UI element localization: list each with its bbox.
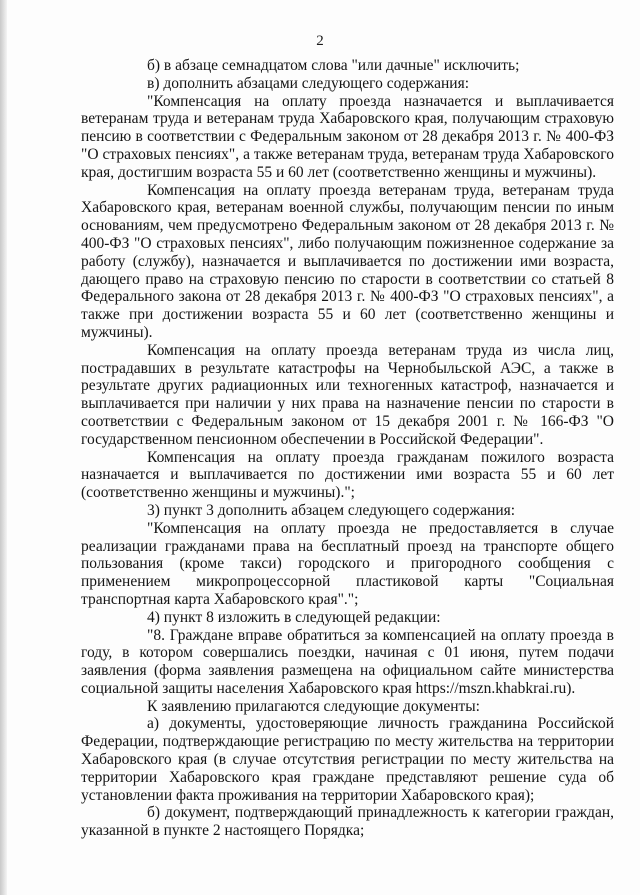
paragraph-compensation-other-pensions: Компенсация на оплату проезда ветеранам труда, ветеранам труда Хабаровского края, ветеранам военной службы, получающим пенсии по иным основаниям, чем предусмотрено Федеральным законом от 28 декабря 2013 г. № 400-ФЗ "О страховых пенсиях", либо получающим пожизненное содержание за работу (службу), назначается и выплачивается по достижении ими возраста, дающего право на страховую пенсию по старости в соответствии со статьей 8 Федерального закона от 28 декабря 2013 г. № 400-ФЗ "О страховых пенсиях", а также при достижении возраста 55 и 60 лет (соответственно женщины и мужчины). [81,181,614,341]
paragraph-item-3: 3) пункт 3 дополнить абзацем следующего содержания: [147,501,516,519]
paragraph-documents-intro: К заявлению прилагаются следующие документы: [147,697,480,715]
scan-edge-shadow [0,0,7,895]
paragraph-compensation-elderly: Компенсация на оплату проезда гражданам пожилого возраста назначается и выплачивается по достижении ими возраста 55 и 60 лет (соответственно женщины и мужчины)."; [81,448,614,502]
document-body [81,57,614,840]
paragraph-item-8: 4) пункт 8 изложить в следующей редакции: [147,608,441,626]
paragraph-b-abzac-17: б) в абзаце семнадцатом слова "или дачные" исключить; [147,57,520,74]
paragraph-v-dopolnit: в) дополнить абзацами следующего содержания: [147,74,470,92]
paragraph-document-a: а) документы, удостоверяющие личность гражданина Российской Федерации, подтверждающие регистрацию по месту жительства на территории Хабаровского края (в случае отсутствия регистрации по месту жительства на территории Хабаровского края граждане представляют решение суда об установлении факта проживания на территории Хабаровского края); [81,715,614,804]
paragraph-document-b: б) документ, подтверждающий принадлежность к категории граждан, указанной в пункте 2 настоящего Порядка; [81,804,614,840]
paragraph-compensation-veterans-labor: "Компенсация на оплату проезда назначается и выплачивается ветеранам труда и ветеранам труда Хабаровского края, получающим страховую пенсию в соответствии с Федеральным законом от 28 декабря 2013 г. № 400-ФЗ "О страховых пенсиях", а также ветеранам труда, ветеранам труда Хабаровского края, достигшим возраста 55 и 60 лет (соответственно женщины и мужчины). [81,92,614,181]
paragraph-item-8-text: "8. Граждане вправе обратиться за компенсацией на оплату проезда в году, в котором совершались поездки, начиная с 01 июня, путем подачи заявления (форма заявления размещена на официальном сайте министерства социальной защиты населения Хабаровского края https://mszn.khabkrai.ru). [81,626,614,697]
paragraph-social-transport-card: "Компенсация на оплату проезда не предоставляется в случае реализации гражданами права на бесплатный проезд на транспорте общего пользования (кроме такси) городского и пригородного сообщения с применением микропроцессорной пластиковой карты "Социальная транспортная карта Хабаровского края"."; [81,519,614,608]
page-number: 2 [316,33,324,49]
paragraph-compensation-chernobyl: Компенсация на оплату проезда ветеранам труда из числа лиц, пострадавших в результате катастрофы на Чернобыльской АЭС, а также в результате других радиационных или техногенных катастроф, назначается и выплачивается при наличии у них права на назначение пенсии по старости в соответствии с Федеральным законом от 15 декабря 2001 г. № 166-ФЗ "О государственном пенсионном обеспечении в Российской Федерации". [81,341,614,448]
